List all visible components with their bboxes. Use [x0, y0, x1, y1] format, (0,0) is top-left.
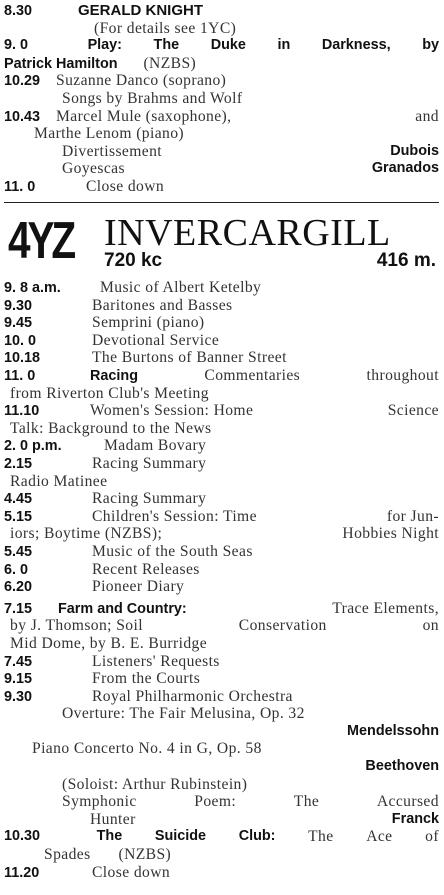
time: 11. 0: [4, 368, 36, 384]
time: 8.30: [4, 3, 33, 19]
soloist: (Soloist: Arthur Rubinstein): [62, 775, 248, 793]
time: 11. 0: [4, 178, 36, 195]
program-text: Suzanne Danco (soprano): [56, 72, 227, 90]
program-text: Mid Dome, by B. E. Burridge: [10, 634, 208, 652]
composer: Beethoven: [365, 758, 439, 775]
work: Divertissement: [62, 142, 163, 160]
time: 10.18: [4, 350, 41, 367]
time: 9. 0: [4, 37, 29, 54]
work: Hunter: [90, 810, 136, 828]
program-text: Music of the South Seas: [92, 542, 253, 560]
word: of: [425, 828, 439, 846]
word: Commentaries: [204, 367, 301, 384]
listing-symphonic: [4, 793, 439, 811]
program-text: Devotional Service: [92, 331, 220, 349]
composer: Dubois: [390, 142, 439, 159]
listing-granados: [4, 160, 439, 178]
time: 10. 0: [4, 332, 37, 349]
composer: Granados: [371, 160, 439, 177]
program-text: from Riverton Club's Meeting: [10, 384, 209, 402]
word: throughout: [366, 367, 439, 384]
program-text: Songs by Brahms and Wolf: [62, 89, 243, 107]
listing-womens: [4, 402, 439, 420]
work: Goyescas: [62, 160, 125, 178]
time: 10.43: [4, 108, 41, 125]
work: Piano Concerto No. 4 in G, Op. 58: [32, 740, 262, 758]
word: on: [422, 617, 439, 635]
program-text: Marcel Mule (saxophone),: [56, 107, 232, 125]
detail-note: (For details see 1YC): [94, 19, 237, 37]
station-header: [4, 211, 439, 273]
word: The: [153, 37, 180, 54]
program-text: Children's Session: Time: [92, 507, 257, 525]
listing-play: [4, 37, 439, 55]
listing: [4, 653, 439, 671]
program-text: Marthe Lenom (piano): [34, 125, 185, 143]
time: 2. 0 p.m.: [4, 438, 62, 455]
station-frequency: 720 kc: [104, 250, 163, 272]
time: 10.29: [4, 73, 41, 90]
time: 11.10: [4, 403, 40, 420]
time: 11.20: [4, 864, 40, 881]
time: 7.45: [4, 653, 33, 670]
listing-farm-cont: [4, 617, 439, 635]
time: 5.45: [4, 543, 33, 560]
word: The: [308, 828, 334, 846]
word: Suicide: [154, 828, 207, 845]
listing-suicide-club-cont: [4, 846, 439, 864]
program-text: by J. Thomson; Soil: [10, 617, 143, 635]
program-text: Trace Elements,: [332, 599, 439, 617]
word: Club:: [238, 828, 276, 845]
program-text: iors; Boytime (NZBS);: [10, 525, 163, 543]
program-text: From the Courts: [92, 670, 201, 688]
word: Poem:: [194, 793, 237, 811]
word: Symphonic: [62, 793, 137, 811]
word: Darkness,: [321, 37, 391, 54]
listing-gerald-knight: [4, 2, 439, 20]
listing: [4, 349, 439, 367]
time: 9.30: [4, 688, 33, 705]
time: 4.45: [4, 491, 33, 508]
time: 9.45: [4, 315, 33, 332]
listing-franck: [4, 811, 439, 829]
program-text: Music of Albert Ketelby: [100, 279, 262, 297]
program-title: Racing: [90, 368, 138, 384]
word: The: [96, 828, 123, 845]
listing: [4, 561, 439, 579]
work: Overture: The Fair Melusina, Op. 32: [62, 705, 305, 723]
program-text: Racing Summary: [92, 490, 207, 508]
program-text: and: [415, 107, 439, 125]
time: 9. 8 a.m.: [4, 280, 61, 297]
time: 10.30: [4, 828, 41, 845]
program-text: Semprini (piano): [92, 314, 205, 332]
station-wavelength: 416 m.: [376, 250, 436, 272]
listing: [4, 670, 439, 688]
word: Play:: [87, 37, 122, 54]
listing-mule: [4, 108, 439, 126]
time: 5.15: [4, 508, 33, 525]
program-text: Women's Session: Home: [90, 402, 254, 420]
program-text: Close down: [92, 863, 171, 881]
program-text: Hobbies Night: [342, 525, 439, 543]
author: Patrick Hamilton: [4, 55, 118, 72]
program-title: GERALD KNIGHT: [78, 2, 203, 19]
listing-farm: [4, 600, 439, 618]
listing-racing: [4, 367, 439, 385]
program-text: Talk: Background to the News: [10, 419, 212, 437]
composer: Mendelssohn: [347, 722, 439, 739]
time: 6.20: [4, 579, 33, 596]
listing: [4, 297, 439, 315]
station-callsign: 4YZ: [8, 212, 74, 271]
program-text: The Burtons of Banner Street: [92, 349, 287, 367]
time: 9.30: [4, 297, 33, 314]
program-text: Racing Summary: [92, 454, 207, 472]
program-text: Recent Releases: [92, 560, 200, 578]
program-text: Radio Matinee: [10, 472, 108, 490]
listing: [4, 490, 439, 508]
tag: (NZBS): [143, 54, 197, 72]
time: 7.15: [4, 600, 33, 617]
program-text: Madam Bovary: [104, 437, 207, 455]
listing: [4, 455, 439, 473]
program-title: Farm and Country:: [58, 600, 187, 617]
time: 9.15: [4, 671, 33, 688]
listing: [4, 314, 439, 332]
program-text: Listeners' Requests: [92, 652, 220, 670]
listing: [4, 437, 439, 455]
word: Accursed: [376, 793, 439, 811]
program-text: Royal Philharmonic Orchestra: [92, 687, 293, 705]
word: The: [293, 793, 320, 811]
listing: [4, 578, 439, 596]
listing-childrens: [4, 508, 439, 526]
program-text: Spades: [44, 846, 91, 864]
station-city: INVERCARGILL: [104, 212, 391, 255]
listing-dubois: [4, 143, 439, 161]
composer: Franck: [391, 810, 439, 827]
program-text: Baritones and Basses: [92, 296, 233, 314]
time: 6. 0: [4, 561, 29, 578]
word: Conservation: [238, 617, 327, 635]
listing: [4, 864, 439, 882]
listing-suicide-club: [4, 828, 439, 846]
word: Science: [387, 402, 439, 420]
word: Ace: [366, 828, 393, 846]
word: Duke: [210, 37, 246, 54]
listing: [4, 279, 439, 297]
listing-close-down: [4, 178, 439, 196]
listing: [4, 688, 439, 706]
word: by: [422, 37, 439, 54]
tag: (NZBS): [118, 846, 172, 864]
listing-danco: [4, 72, 439, 90]
listing: [4, 543, 439, 561]
word: in: [277, 37, 291, 54]
program-text: for Jun-: [386, 507, 439, 525]
time: 2.15: [4, 455, 33, 472]
program-text: Close down: [86, 177, 165, 195]
program-text: Pioneer Diary: [92, 578, 185, 596]
listing-play-cont: [4, 55, 439, 73]
section-divider: [4, 202, 439, 204]
listing-childrens-cont: [4, 525, 439, 543]
listing: [4, 332, 439, 350]
